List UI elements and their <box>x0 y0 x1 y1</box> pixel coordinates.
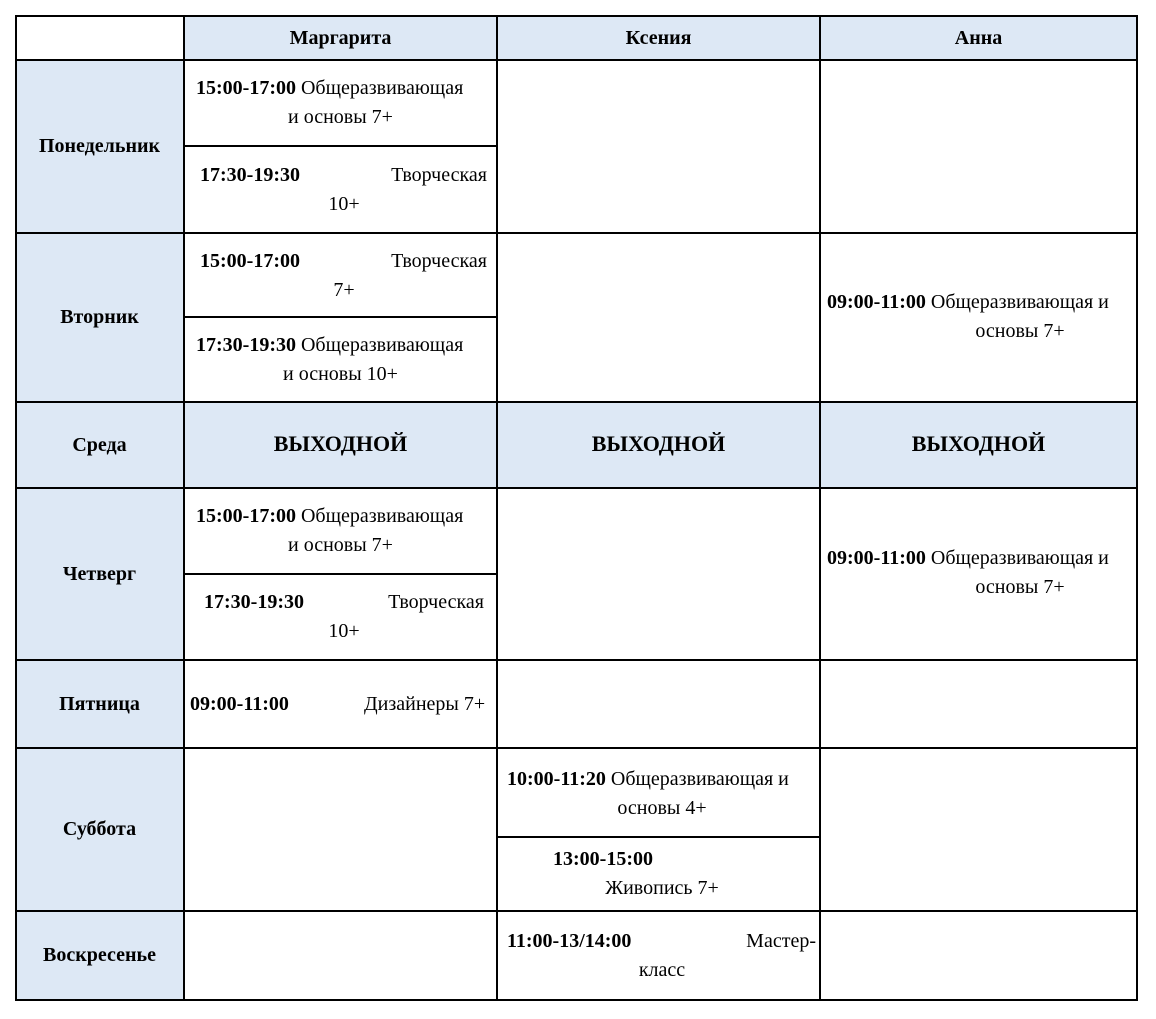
sub-row-divider <box>183 145 498 147</box>
entry-title-cont: основы 4+ <box>617 797 707 819</box>
entry-time: 15:00-17:00 <box>196 505 296 527</box>
entry-time: 17:30-19:30 <box>200 164 300 186</box>
schedule-entry-thu-anna <box>820 544 1137 604</box>
entry-title-cont: 10+ <box>328 620 360 642</box>
row-divider <box>15 401 1138 403</box>
entry-title: Творческая <box>391 164 487 186</box>
entry-title-cont: 7+ <box>333 279 355 301</box>
entry-time: 13:00-15:00 <box>553 848 653 870</box>
row-divider <box>15 487 1138 489</box>
row-divider <box>15 232 1138 234</box>
wednesday-off-margarita: ВЫХОДНОЙ <box>273 431 408 456</box>
schedule-entry-sat-kseniya-2 <box>497 845 820 905</box>
entry-time: 09:00-11:00 <box>827 291 926 313</box>
entry-title: Общеразвивающая и <box>930 547 1109 569</box>
day-tuesday: Вторник <box>60 306 139 328</box>
entry-title-cont: и основы 7+ <box>288 534 393 556</box>
column-divider <box>819 15 821 1001</box>
entry-title: Общеразвивающая <box>300 505 464 527</box>
entry-title: Творческая <box>391 250 487 272</box>
schedule-entry-sun-kseniya <box>497 927 820 987</box>
schedule-entry-mon-margarita-1 <box>184 74 497 134</box>
entry-title-cont: основы 7+ <box>975 576 1065 598</box>
entry-title: Общеразвивающая <box>300 77 464 99</box>
entry-time: 17:30-19:30 <box>196 334 296 356</box>
entry-time: 17:30-19:30 <box>204 591 304 613</box>
column-divider <box>496 15 498 1001</box>
sub-row-divider <box>183 573 498 575</box>
entry-title: Мастер- <box>746 930 816 952</box>
header-margarita: Маргарита <box>289 26 392 49</box>
sub-row-divider <box>183 316 498 318</box>
header-anna: Анна <box>954 26 1003 49</box>
schedule-entry-mon-margarita-2 <box>184 161 497 221</box>
entry-title-cont: 10+ <box>328 193 360 215</box>
schedule-entry-tue-margarita-2 <box>184 331 497 391</box>
table-border-right <box>1136 15 1138 1001</box>
column-divider <box>183 15 185 1001</box>
entry-title: Дизайнеры 7+ <box>364 693 486 715</box>
schedule-entry-tue-margarita-1 <box>184 247 497 307</box>
row-divider <box>15 910 1138 912</box>
sub-row-divider <box>496 836 821 838</box>
wednesday-off-anna: ВЫХОДНОЙ <box>911 431 1046 456</box>
entry-time: 09:00-11:00 <box>827 547 926 569</box>
day-wednesday: Среда <box>72 433 127 456</box>
entry-title-cont: основы 7+ <box>975 320 1065 342</box>
row-divider <box>15 747 1138 749</box>
entry-title: Общеразвивающая <box>300 334 464 356</box>
row-divider <box>15 59 1138 61</box>
entry-title: Творческая <box>388 591 484 613</box>
day-thursday: Четверг <box>62 562 137 585</box>
day-friday: Пятница <box>59 692 140 715</box>
entry-title: Живопись 7+ <box>605 877 719 899</box>
entry-title-cont: класс <box>638 959 686 981</box>
schedule-entry-thu-margarita-1 <box>184 502 497 562</box>
entry-title-cont: и основы 7+ <box>288 106 393 128</box>
wednesday-off-kseniya: ВЫХОДНОЙ <box>591 431 726 456</box>
schedule-entry-tue-anna <box>820 288 1137 348</box>
entry-title: Общеразвивающая и <box>930 291 1109 313</box>
header-kseniya: Ксения <box>625 26 692 49</box>
entry-time: 15:00-17:00 <box>200 250 300 272</box>
entry-title-cont: и основы 10+ <box>283 363 398 385</box>
schedule-entry-sat-kseniya-1 <box>497 765 820 825</box>
entry-time: 15:00-17:00 <box>196 77 296 99</box>
day-monday: Понедельник <box>38 135 161 157</box>
schedule-entry-fri-margarita <box>184 690 497 720</box>
entry-time: 10:00-11:20 <box>507 768 606 790</box>
row-divider <box>15 659 1138 661</box>
table-border-left <box>15 15 17 1001</box>
day-sunday: Воскресенье <box>43 944 156 966</box>
entry-title: Общеразвивающая и <box>610 768 789 790</box>
schedule-entry-thu-margarita-2 <box>184 588 497 648</box>
day-saturday: Суббота <box>62 818 137 840</box>
entry-time: 09:00-11:00 <box>190 693 289 715</box>
entry-time: 11:00-13/14:00 <box>507 930 632 952</box>
